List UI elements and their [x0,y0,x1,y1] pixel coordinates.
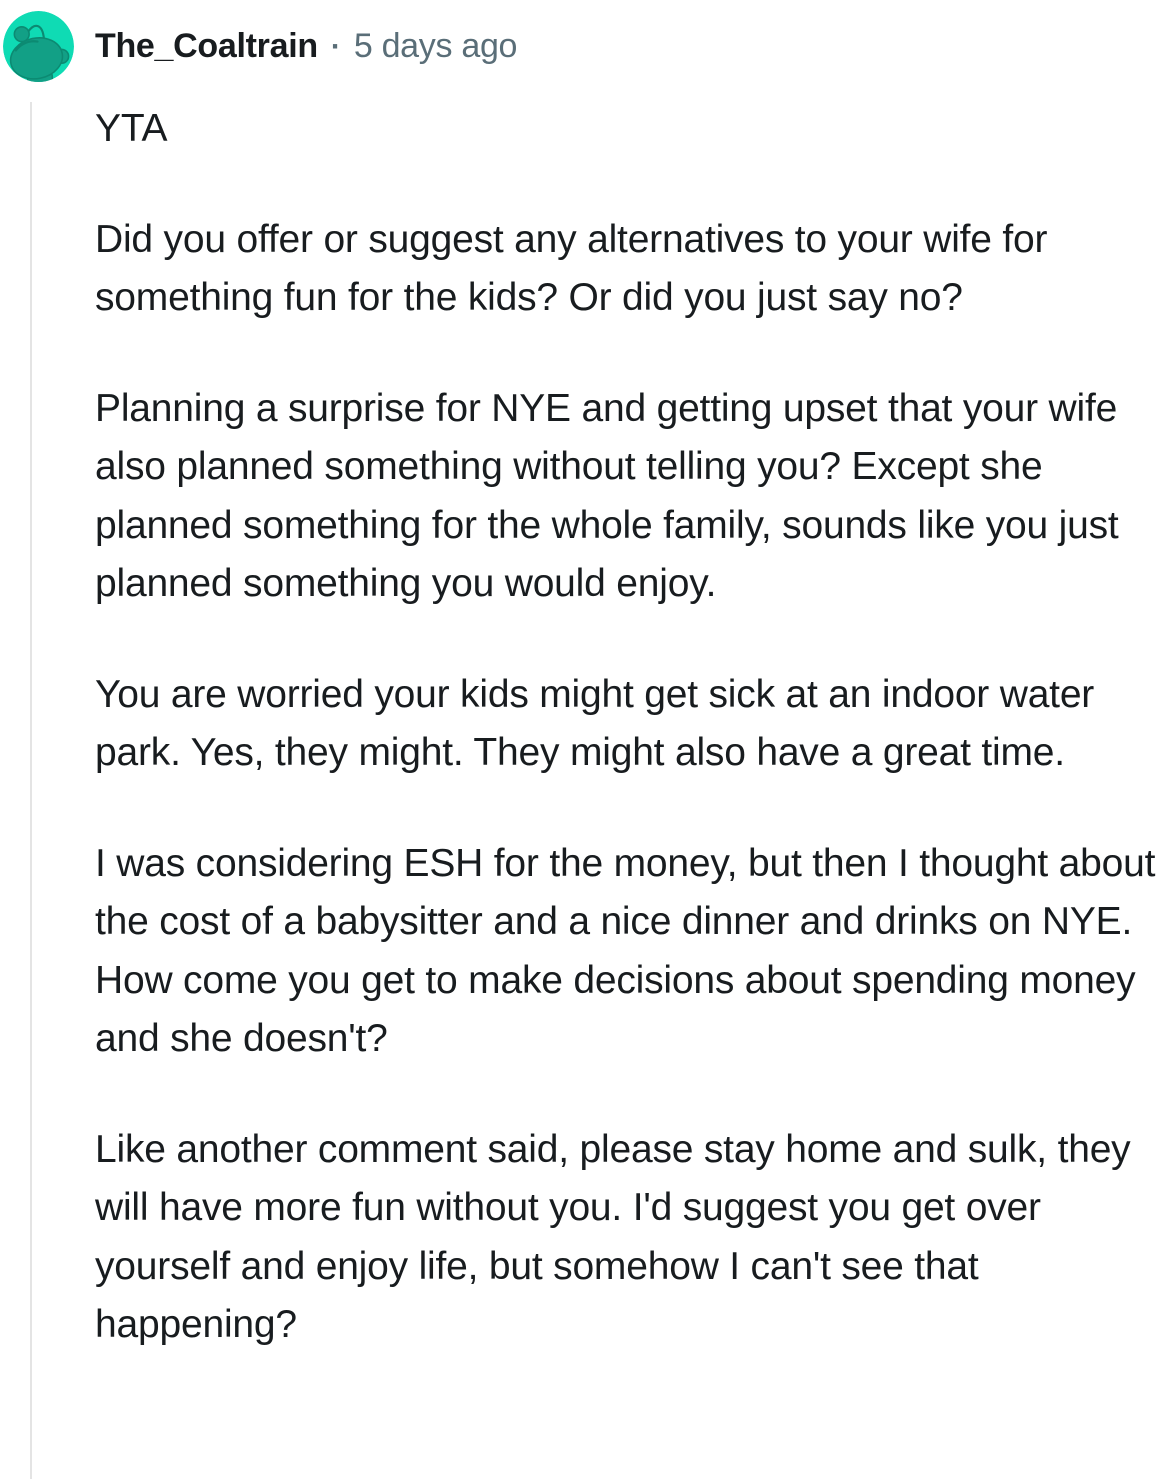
avatar[interactable] [3,11,74,82]
comment-paragraph: Like another comment said, please stay home and sulk, they will have more fun without you. I'd suggest you get over yourself and enjoy life, but somehow I can't see that happening? [95,1127,1131,1346]
comment-paragraph: Planning a surprise for NYE and getting upset that your wife also planned something without telling you? Except she planned something for the whole family, sounds like you just planned something you would enjoy. [95,386,1119,605]
separator-dot: · [330,30,341,63]
snoo-avatar-icon [3,11,74,82]
comment-header [95,24,517,69]
comment-paragraph: Did you offer or suggest any alternatives to your wife for something fun for the kids? Or did you just say no? [95,217,1048,319]
comment-paragraph: I was considering ESH for the money, but then I thought about the cost of a babysitter and a nice dinner and drinks on NYE. How come you get to make decisions about spending money and she doesn't? [95,841,1156,1060]
thread-collapse-line[interactable] [30,102,32,1479]
comment-paragraph: You are worried your kids might get sick at an indoor water park. Yes, they might. They might also have a great time. [95,672,1095,774]
comment-body [95,100,1176,1355]
comment-paragraph: YTA [95,107,168,150]
comment-author[interactable]: The_Coaltrain [95,27,318,65]
comment-timestamp: 5 days ago [353,27,518,65]
